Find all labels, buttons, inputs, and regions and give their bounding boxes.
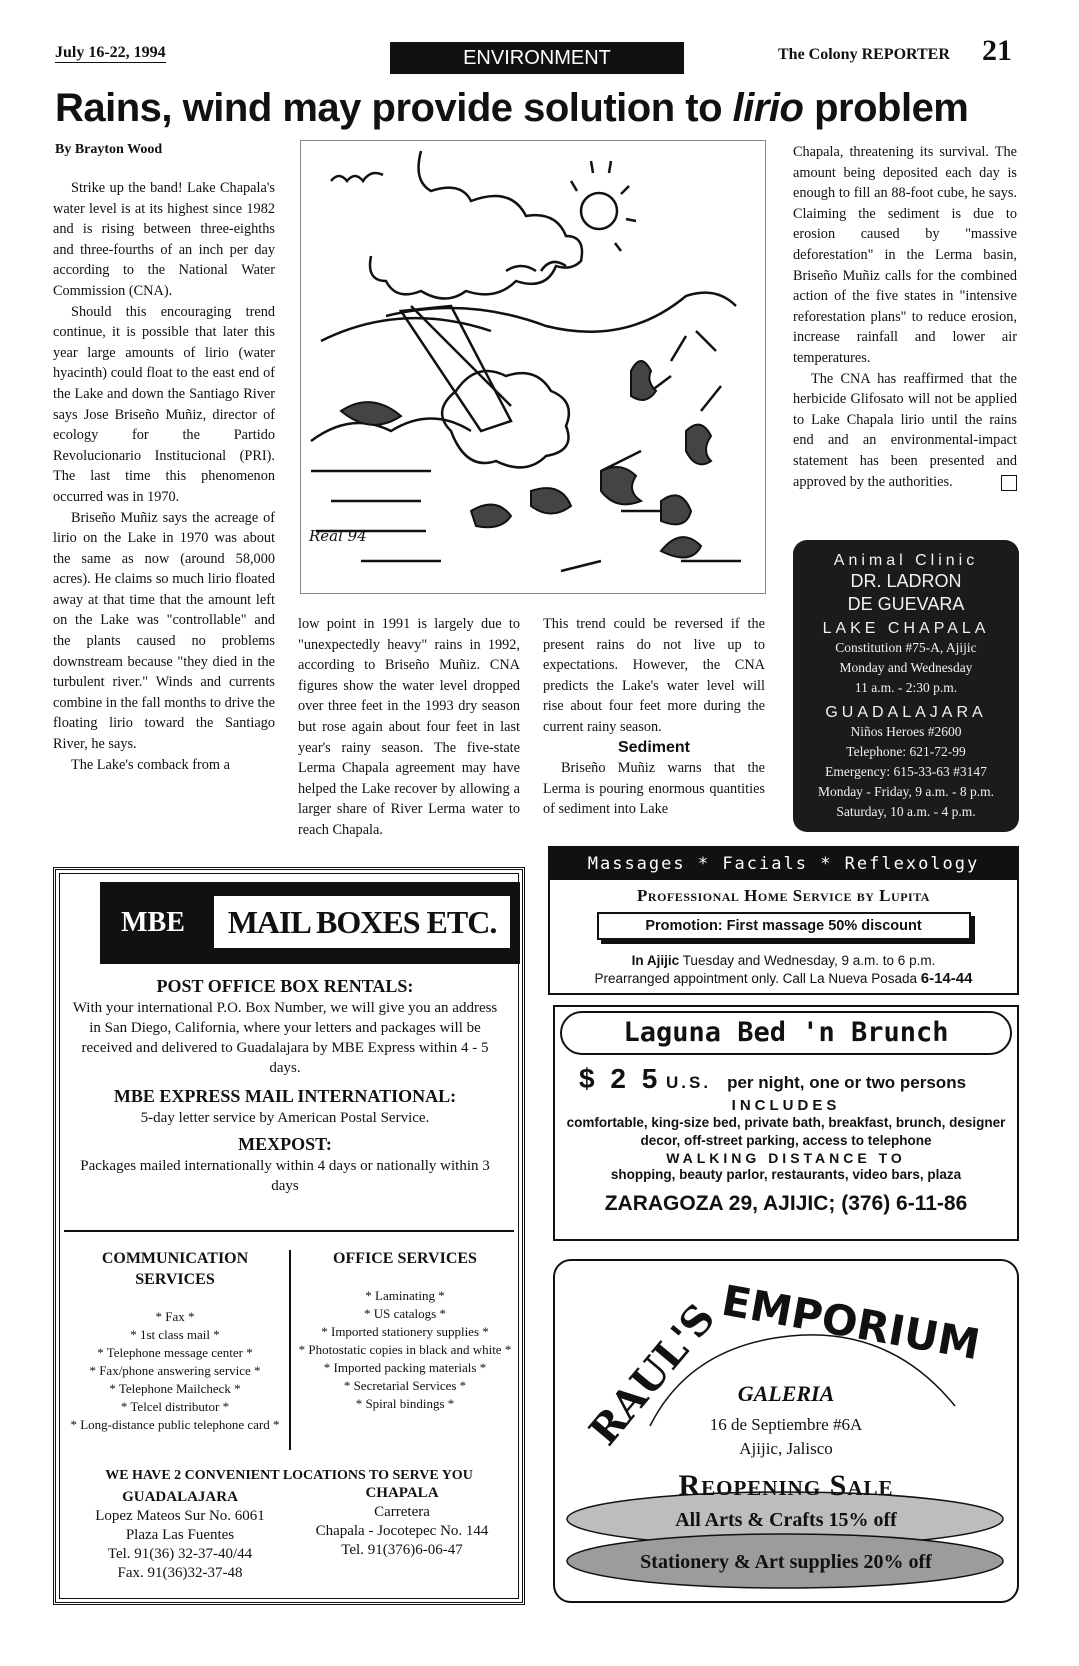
mbe-heading-po-box: POST OFFICE BOX RENTALS: — [156, 976, 414, 996]
service-item: * Spiral bindings * — [355, 1396, 455, 1411]
clinic-days: Monday and Wednesday — [839, 660, 973, 675]
service-item: * Fax/phone answering service * — [89, 1363, 261, 1378]
emporium-galeria: GALERIA — [737, 1381, 835, 1406]
emporium-address: 16 de Septiembre #6A — [709, 1415, 863, 1434]
doctor-name: DR. LADRON — [850, 571, 962, 591]
service-item: * US catalogs * — [364, 1306, 446, 1321]
emporium-name-left: RAUL'S — [580, 1294, 725, 1455]
clinic-location-chapala: LAKE CHAPALA — [822, 620, 990, 637]
massage-title: Professional Home Service by Lupita — [637, 886, 930, 905]
service-item: * Photostatic copies in black and white * — [298, 1342, 512, 1357]
clinic-hours: Saturday, 10 a.m. - 4 p.m. — [836, 804, 976, 819]
clinic-hours: 11 a.m. - 2:30 p.m. — [854, 680, 958, 695]
clinic-phone: Telephone: 621-72-99 — [846, 744, 966, 759]
service-item: * Secretarial Services * — [343, 1378, 467, 1393]
end-of-story-mark — [1001, 475, 1017, 491]
emporium-city: Ajijic, Jalisco — [739, 1439, 833, 1458]
clinic-address: Constitution #75-A, Ajijic — [835, 640, 977, 655]
clinic-label: Animal Clinic — [833, 552, 979, 569]
clinic-location-guadalajara: GUADALAJARA — [825, 704, 987, 721]
massage-appointment: Prearranged appointment only. Call La Nueva Posada 6-14-44 — [594, 970, 973, 987]
service-item: * Long-distance public telephone card * — [70, 1417, 280, 1432]
communication-services — [68, 1248, 282, 1434]
service-item: * Imported packing materials * — [323, 1360, 487, 1375]
mbe-express-text: 5-day letter service by American Postal Service. — [140, 1110, 430, 1126]
laguna-address: ZARAGOZA 29, AJIJIC; (376) 6-11-86 — [604, 1192, 968, 1215]
mbe-mexpost-text: Packages mailed internationally within 4 days or nationally within 3 days — [80, 1158, 490, 1194]
massage-ad — [548, 846, 1019, 995]
service-item: * Telcel distributor * — [120, 1399, 230, 1414]
communication-services-title: COMMUNICATION SERVICES — [101, 1250, 249, 1288]
doctor-name-2: DE GUEVARA — [847, 594, 965, 614]
article-paragraph: Briseño Muñiz warns that the Lerma is pouring enormous quantities of sediment into Lake — [543, 760, 765, 818]
article-paragraph: Should this encouraging trend continue, it is possible that later this year large amounts of lirio (water hyacinth) could float to the east end of the Lake and down the Santiago River says Jose Briseño Muñiz, director of ecology for the Partido Revolucionario Institucional (PRI). The last time this phenomenon occurred was in 1970. — [53, 303, 275, 505]
article-column-2 — [298, 614, 520, 841]
article-paragraph: Chapala, threatening its survival. The amount being deposited each day is enough to fill an 88-foot cube, he says. Claiming the sediment is due to erosion caused by "massive deforestation" in the Lerma basin, Briseño Muñiz calls for the combined action of the five states in "intensive reforestation plans" to reduce erosion, increase rainfall and lower air temperatures. — [793, 144, 1017, 366]
article-paragraph: low point in 1991 is largely due to "unexpectedly heavy" rains in 1992, according to Briseño Muñiz. CNA figures show the water level dropped over three feet in the 1993 dry season but rose again about four feet in last year's rainy season. The five-state Lerma Chapala agreement may have helped the Lake recover by allowing a larger share of River Lerma water to reach Chapala. — [298, 616, 520, 838]
service-item: * Fax * — [155, 1309, 195, 1324]
article-paragraph: The Lake's comback from a — [71, 756, 230, 773]
section-label: ENVIRONMENT — [390, 42, 684, 74]
laguna-title: Laguna Bed 'n Brunch — [560, 1011, 1012, 1055]
newspaper-name: The Colony REPORTER — [778, 46, 950, 63]
editorial-cartoon — [300, 140, 766, 594]
mbe-location-chapala: CHAPALA Carretera Chapala - Jocotepec No. 144 Tel. 91(376)6-06-47 — [315, 1485, 489, 1558]
mbe-po-box-text: With your international P.O. Box Number, we will give you an address in San Diego, California, where your letters and packages will be received and delivered to Guadalajara by MBE Express within 4 - 5 days. — [72, 1000, 498, 1076]
article-paragraph: Strike up the band! Lake Chapala's water level is at its highest since 1982 and is rising between three-eighths and three-fourths of an inch per day according to the National Water Commission (CNA). — [53, 180, 275, 299]
clinic-address: Niños Heroes #2600 — [850, 724, 962, 739]
sediment-subhead: Sediment — [617, 738, 690, 756]
laguna-price: $ 2 5 U.S. per night, one or two persons — [579, 1063, 967, 1094]
cartoonist-signature: Real 94 — [309, 527, 367, 545]
article-column-1 — [53, 178, 275, 775]
mbe-brand-name: MAIL BOXES ETC. — [214, 896, 510, 948]
service-item: * 1st class mail * — [130, 1327, 220, 1342]
laguna-nearby: shopping, beauty parlor, restaurants, video bars, plaza — [610, 1167, 962, 1182]
mbe-column-divider — [289, 1250, 291, 1450]
clinic-emergency: Emergency: 615-33-63 #3147 — [825, 764, 987, 779]
clinic-days: Monday - Friday, 9 a.m. - 8 p.m. — [817, 784, 995, 799]
laguna-bed-brunch-ad — [553, 1005, 1019, 1241]
laguna-walking: WALKING DISTANCE TO — [666, 1150, 906, 1166]
service-item: * Imported stationery supplies * — [321, 1324, 489, 1339]
massage-banner: Massages * Facials * Reflexology — [550, 848, 1017, 880]
mbe-location-guadalajara: GUADALAJARA Lopez Mateos Sur No. 6061 Plaza Las Fuentes Tel. 91(36) 32-37-40/44 Fax. 91(36)32-37-48 — [95, 1489, 265, 1581]
emporium-name-right: EMPORIUM — [718, 1275, 984, 1370]
mbe-offer-block — [70, 974, 500, 1196]
massage-schedule: In Ajijic Tuesday and Wednesday, 9 a.m. to 6 p.m. — [631, 953, 936, 968]
page-number: 21 — [982, 34, 1012, 67]
article-paragraph: This trend could be reversed if the present rains do not live up to expectations. However, the CNA predicts the Lake's water level will rise about four feet more during the current rainy season. — [543, 616, 765, 735]
article-paragraph: The CNA has reaffirmed that the herbicide Glifosato will not be applied to Lake Chapala lirio until the rains end and an environmental-impact statement has been presented and approved by the authorities. — [793, 370, 1017, 490]
laguna-includes: INCLUDES — [731, 1097, 841, 1114]
offer-stationery: Stationery & Art supplies 20% off — [640, 1551, 932, 1573]
mbe-logo-mark: MBE — [121, 907, 185, 938]
office-services-title: OFFICE SERVICES — [333, 1250, 477, 1267]
service-item: * Laminating * — [365, 1288, 445, 1303]
cartoon-drawing — [301, 141, 765, 593]
article-column-4 — [793, 142, 1017, 492]
laguna-amenities: comfortable, king-size bed, private bath, breakfast, brunch, designer decor, off-street parking, access to telephone — [566, 1115, 1006, 1148]
office-services — [298, 1248, 512, 1413]
offer-arts-crafts: All Arts & Crafts 15% off — [675, 1509, 897, 1531]
issue-date: July 16-22, 1994 — [55, 44, 166, 61]
headline: Rains, wind may provide solution to lirio problem — [55, 86, 969, 130]
article-paragraph: Briseño Muñiz says the acreage of lirio on the Lake in 1970 was about the same as now (around 58,000 acres). He claims so much lirio floated away at that time that the amount left on the Lake was "controllable" and the plants caused no problems downstream because "they died in the turbulent river." Winds and currents combine in the fall months to drive the floating lirio toward the Santiago River, he says. — [53, 509, 275, 753]
rauls-emporium-ad — [553, 1259, 1019, 1603]
reopening-sale-title: Reopening Sale — [678, 1469, 894, 1502]
mbe-locations-heading: WE HAVE 2 CONVENIENT LOCATIONS TO SERVE YOU — [105, 1468, 473, 1483]
service-item: * Telephone Mailcheck * — [109, 1381, 241, 1396]
mbe-divider — [64, 1230, 514, 1232]
animal-clinic-ad — [793, 540, 1019, 832]
byline: By Brayton Wood — [55, 142, 163, 157]
massage-promotion: Promotion: First massage 50% discount — [597, 912, 971, 940]
service-item: * Telephone message center * — [97, 1345, 253, 1360]
article-column-3 — [543, 614, 765, 820]
mbe-heading-express: MBE EXPRESS MAIL INTERNATIONAL: — [113, 1086, 457, 1106]
mbe-heading-mexpost: MEXPOST: — [238, 1134, 332, 1154]
